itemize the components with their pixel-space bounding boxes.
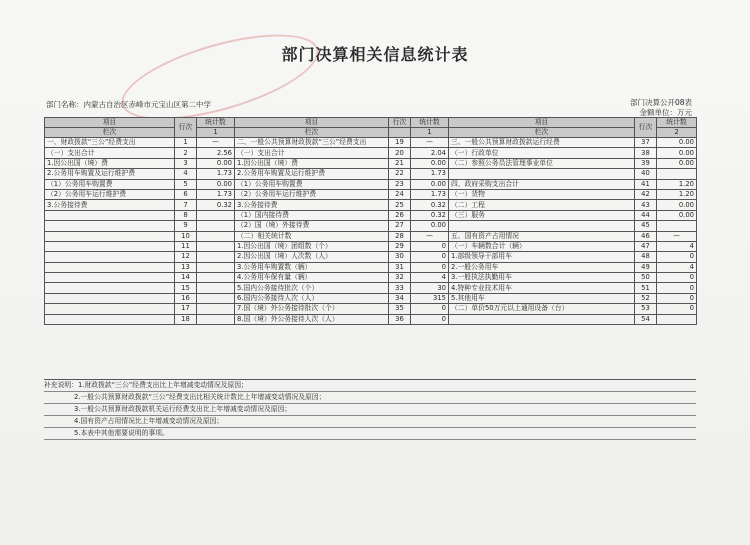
row-label: （2）国（境）外接待费 (235, 221, 389, 231)
row-label: 2.一般公务用车 (449, 262, 635, 272)
row-label: 5.其他用车 (449, 293, 635, 303)
row-line-number: 41 (635, 179, 657, 189)
row-line-number: 21 (389, 158, 411, 168)
row-line-number: 43 (635, 200, 657, 210)
row-line-number: 42 (635, 189, 657, 199)
row-label: （2）公务用车运行维护费 (45, 189, 175, 199)
row-label: （二）工程 (449, 200, 635, 210)
row-value (197, 283, 235, 293)
row-label: （三）服务 (449, 210, 635, 220)
header-value-idx: 1 (197, 128, 235, 138)
row-value: 2.56 (197, 148, 235, 158)
row-line-number: 44 (635, 210, 657, 220)
row-line-number: 31 (389, 262, 411, 272)
row-label: 三、一般公共预算财政拨款运行经费 (449, 138, 635, 148)
table-row (45, 293, 697, 303)
row-value: 0.00 (657, 158, 697, 168)
row-label: 4.公务用车保有量（辆） (235, 273, 389, 283)
row-line-number: 35 (389, 304, 411, 314)
row-line-number: 25 (389, 200, 411, 210)
header-value-idx: 2 (657, 128, 697, 138)
row-value: 0 (657, 252, 697, 262)
row-label: 6.国内公务接待人次（人） (235, 293, 389, 303)
row-line-number: 53 (635, 304, 657, 314)
row-line-number: 5 (175, 179, 197, 189)
row-label: 一、财政拨款“三公”经费支出 (45, 138, 175, 148)
row-line-number: 1 (175, 138, 197, 148)
table-row (45, 262, 697, 272)
table-row (45, 158, 697, 168)
row-label (45, 273, 175, 283)
header-sub-col: 栏次 (449, 128, 635, 138)
note-line: 补充说明：1.财政拨款“三公”经费支出比上年增减变动情况及原因； (44, 379, 696, 392)
row-label: （1）国内接待费 (235, 210, 389, 220)
row-value: 1.73 (197, 189, 235, 199)
row-line-number: 19 (389, 138, 411, 148)
row-label (449, 314, 635, 324)
row-label: 五、国有资产占用情况 (449, 231, 635, 241)
row-label: 1.因公出国（境）费 (235, 158, 389, 168)
row-line-number: 49 (635, 262, 657, 272)
header-line-blank (389, 128, 411, 138)
row-line-number: 27 (389, 221, 411, 231)
row-value: 0.32 (197, 200, 235, 210)
row-line-number: 7 (175, 200, 197, 210)
row-value (197, 262, 235, 272)
table-row (45, 283, 697, 293)
row-value: 0.00 (197, 179, 235, 189)
row-label (45, 252, 175, 262)
row-value: 0.00 (657, 148, 697, 158)
row-value (197, 221, 235, 231)
row-label: （一）货物 (449, 189, 635, 199)
row-value (197, 210, 235, 220)
row-value: 30 (411, 283, 449, 293)
row-line-number: 51 (635, 283, 657, 293)
row-label (45, 283, 175, 293)
row-line-number: 22 (389, 169, 411, 179)
row-label: （1）公务用车购置费 (235, 179, 389, 189)
money-unit: 金额单位：万元 (639, 108, 692, 117)
row-line-number: 11 (175, 241, 197, 251)
row-label (449, 221, 635, 231)
row-value (197, 304, 235, 314)
note-line: 5.本表中其他需要说明的事项。 (44, 428, 696, 440)
header-sub-col: 栏次 (45, 128, 175, 138)
row-line-number: 37 (635, 138, 657, 148)
row-label: 8.国（境）外公务接待人次（人） (235, 314, 389, 324)
row-label: 7.国（境）外公务接待批次（个） (235, 304, 389, 314)
row-value (197, 231, 235, 241)
table-row (45, 304, 697, 314)
row-label: （2）公务用车运行维护费 (235, 189, 389, 199)
row-value (657, 221, 697, 231)
row-label: 1.部级领导干部用车 (449, 252, 635, 262)
note-line: 4.国有资产占用情况比上年增减变动情况及原因； (44, 416, 696, 428)
row-label (45, 210, 175, 220)
row-value (197, 314, 235, 324)
row-label (45, 293, 175, 303)
row-value (657, 169, 697, 179)
row-line-number: 16 (175, 293, 197, 303)
row-label: 3.一般执法执勤用车 (449, 273, 635, 283)
row-line-number: 2 (175, 148, 197, 158)
table-row (45, 241, 697, 251)
row-label: 二、一般公共预算财政拨款“三公”经费支出 (235, 138, 389, 148)
header-line: 行次 (175, 118, 197, 138)
row-line-number: 18 (175, 314, 197, 324)
row-label: 5.国内公务接待批次（个） (235, 283, 389, 293)
row-label: （二）相关统计数 (235, 231, 389, 241)
row-line-number: 54 (635, 314, 657, 324)
row-value: 0.00 (411, 221, 449, 231)
row-value: 0 (411, 252, 449, 262)
row-line-number: 15 (175, 283, 197, 293)
row-value (197, 252, 235, 262)
row-label: 1.因公出国（境）团组数（个） (235, 241, 389, 251)
row-line-number: 10 (175, 231, 197, 241)
row-value: 0 (657, 304, 697, 314)
row-value: 0 (411, 241, 449, 251)
row-value: 1.73 (411, 189, 449, 199)
row-value: 315 (411, 293, 449, 303)
table-row (45, 138, 697, 148)
row-line-number: 17 (175, 304, 197, 314)
table-row (45, 252, 697, 262)
row-label: 4.特种专业技术用车 (449, 283, 635, 293)
table-subheader-row (45, 128, 697, 138)
header-line: 行次 (635, 118, 657, 138)
table-row (45, 210, 697, 220)
row-line-number: 3 (175, 158, 197, 168)
table-row (45, 273, 697, 283)
row-value: 1.73 (411, 169, 449, 179)
department-name: 部门名称：内蒙古自治区赤峰市元宝山区第二中学 (46, 100, 211, 109)
row-line-number: 36 (389, 314, 411, 324)
row-value (657, 314, 697, 324)
row-line-number: 38 (635, 148, 657, 158)
header-value: 统计数 (657, 118, 697, 128)
row-line-number: 48 (635, 252, 657, 262)
header-sub-col: 栏次 (235, 128, 389, 138)
row-value: 1.73 (197, 169, 235, 179)
row-label: 3.公务用车购置数（辆） (235, 262, 389, 272)
row-label: （1）公务用车购置费 (45, 179, 175, 189)
row-label: （一）支出合计 (235, 148, 389, 158)
row-value: 0.32 (411, 200, 449, 210)
row-line-number: 8 (175, 210, 197, 220)
row-label: （一）车辆数合计（辆） (449, 241, 635, 251)
row-value: 0 (411, 314, 449, 324)
row-line-number: 50 (635, 273, 657, 283)
row-value (197, 293, 235, 303)
row-label: 四、政府采购支出合计 (449, 179, 635, 189)
statistics-table (44, 117, 697, 325)
row-value: — (411, 138, 449, 148)
row-line-number: 20 (389, 148, 411, 158)
table-row (45, 189, 697, 199)
table-row (45, 231, 697, 241)
row-line-number: 23 (389, 179, 411, 189)
row-label (45, 262, 175, 272)
row-line-number: 39 (635, 158, 657, 168)
row-value: — (197, 138, 235, 148)
row-label (45, 304, 175, 314)
row-label: （一）行政单位 (449, 148, 635, 158)
row-line-number: 34 (389, 293, 411, 303)
row-line-number: 12 (175, 252, 197, 262)
row-value: 4 (657, 262, 697, 272)
row-line-number: 33 (389, 283, 411, 293)
table-row (45, 221, 697, 231)
header-value-idx: 1 (411, 128, 449, 138)
row-label (45, 241, 175, 251)
row-line-number: 9 (175, 221, 197, 231)
row-line-number: 46 (635, 231, 657, 241)
row-value: 2.04 (411, 148, 449, 158)
note-line: 3.一般公共预算财政拨款机关运行经费支出比上年增减变动情况及原因； (44, 404, 696, 416)
row-value: 0.00 (657, 210, 697, 220)
row-value: 0 (657, 283, 697, 293)
row-value: 4 (657, 241, 697, 251)
row-line-number: 26 (389, 210, 411, 220)
row-label: 2.因公出国（境）人次数（人） (235, 252, 389, 262)
row-value: 0.00 (657, 200, 697, 210)
row-value: 4 (411, 273, 449, 283)
supplementary-notes (44, 379, 696, 440)
row-label: 2.公务用车购置及运行维护费 (45, 169, 175, 179)
row-value: 0 (657, 293, 697, 303)
row-line-number: 52 (635, 293, 657, 303)
row-value: 0.32 (411, 210, 449, 220)
row-line-number: 14 (175, 273, 197, 283)
header-value: 统计数 (197, 118, 235, 128)
row-line-number: 30 (389, 252, 411, 262)
row-label: 3.公务接待费 (235, 200, 389, 210)
row-value: 0 (411, 304, 449, 314)
table-code: 部门决算公开08表 (629, 98, 692, 107)
row-value (197, 241, 235, 251)
note-line: 2.一般公共预算财政拨款“三公”经费支出比相关统计数比上年增减变动情况及原因； (44, 392, 696, 404)
table-row (45, 169, 697, 179)
row-label (45, 231, 175, 241)
row-label (449, 169, 635, 179)
row-value: 0.00 (657, 138, 697, 148)
row-value: 0.00 (197, 158, 235, 168)
row-label (45, 221, 175, 231)
row-value: 0 (411, 262, 449, 272)
row-line-number: 45 (635, 221, 657, 231)
row-line-number: 28 (389, 231, 411, 241)
row-line-number: 47 (635, 241, 657, 251)
row-value: — (657, 231, 697, 241)
table-row (45, 179, 697, 189)
header-value: 统计数 (411, 118, 449, 128)
row-value: 1.20 (657, 179, 697, 189)
row-line-number: 32 (389, 273, 411, 283)
header-item: 项目 (45, 118, 175, 128)
row-line-number: 40 (635, 169, 657, 179)
row-label (45, 314, 175, 324)
row-value: — (411, 231, 449, 241)
row-label: （二）参照公务员法管理事业单位 (449, 158, 635, 168)
table-row (45, 148, 697, 158)
table-header-row (45, 118, 697, 128)
header-item: 项目 (235, 118, 389, 128)
page-title: 部门决算相关信息统计表 (281, 45, 469, 64)
row-value: 0 (657, 273, 697, 283)
table-row (45, 314, 697, 324)
row-line-number: 13 (175, 262, 197, 272)
row-line-number: 6 (175, 189, 197, 199)
row-line-number: 24 (389, 189, 411, 199)
row-label: 2.公务用车购置及运行维护费 (235, 169, 389, 179)
row-value: 0.00 (411, 179, 449, 189)
row-value (197, 273, 235, 283)
row-value: 1.20 (657, 189, 697, 199)
row-label: （一）支出合计 (45, 148, 175, 158)
header-item: 项目 (449, 118, 635, 128)
table-row (45, 200, 697, 210)
row-line-number: 29 (389, 241, 411, 251)
header-line: 行次 (389, 118, 411, 128)
row-label: 1.因公出国（境）费 (45, 158, 175, 168)
row-line-number: 4 (175, 169, 197, 179)
row-label: （二）单价50万元以上通用设备（台） (449, 304, 635, 314)
row-value: 0.00 (411, 158, 449, 168)
row-label: 3.公务接待费 (45, 200, 175, 210)
